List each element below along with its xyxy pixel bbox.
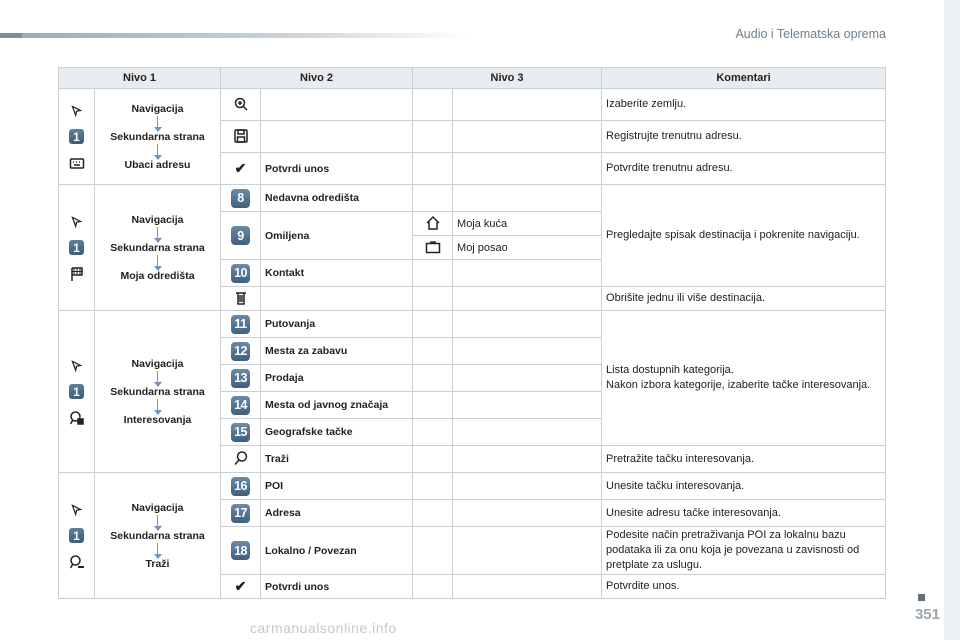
navigation-arrow-icon bbox=[68, 356, 86, 374]
comment-line: Lista dostupnih kategorija. bbox=[606, 364, 734, 376]
item-number-badge: 16 bbox=[231, 477, 250, 496]
submenu-label: Moj posao bbox=[453, 236, 602, 260]
item-number-badge: 9 bbox=[231, 226, 250, 245]
menu-label: Putovanja bbox=[261, 311, 413, 338]
level-navigation: Navigacija bbox=[131, 357, 184, 370]
menu-label: Adresa bbox=[261, 500, 413, 527]
menu-label: Kontakt bbox=[261, 260, 413, 287]
navigation-arrow-icon bbox=[68, 500, 86, 518]
button-number-badge: 1 bbox=[69, 240, 84, 255]
down-arrow-icon bbox=[157, 543, 159, 555]
item-number-badge: 12 bbox=[231, 342, 250, 361]
header-level-3: Nivo 3 bbox=[413, 68, 602, 89]
level-my-destinations: Moja odredišta bbox=[120, 269, 195, 282]
menu-label: Mesta od javnog značaja bbox=[261, 392, 413, 419]
level-points-of-interest: Interesovanja bbox=[123, 413, 192, 426]
menu-label: Traži bbox=[261, 446, 413, 473]
down-arrow-icon bbox=[157, 144, 159, 156]
button-number-badge: 1 bbox=[69, 384, 84, 399]
checkered-flag-icon bbox=[68, 265, 86, 283]
comment-cell bbox=[602, 311, 886, 446]
poi-search-icon bbox=[68, 409, 86, 427]
level-enter-address: Ubaci adresu bbox=[124, 158, 191, 171]
checkmark-icon: ✔ bbox=[234, 160, 247, 176]
menu-label: Geografske tačke bbox=[261, 419, 413, 446]
navigation-arrow-icon bbox=[68, 101, 86, 119]
item-number-badge: 15 bbox=[231, 423, 250, 442]
item-number-badge: 13 bbox=[231, 369, 250, 388]
item-number-badge: 14 bbox=[231, 396, 250, 415]
page-side-strip bbox=[944, 0, 960, 640]
menu-label: Mesta za zabavu bbox=[261, 338, 413, 365]
level-secondary-page: Sekundarna strana bbox=[110, 241, 205, 254]
table-row bbox=[59, 473, 886, 500]
menu-label: Potvrdi unos bbox=[261, 153, 413, 185]
trash-icon bbox=[232, 289, 250, 307]
comment-cell: Registrujte trenutnu adresu. bbox=[602, 121, 886, 153]
briefcase-icon bbox=[424, 238, 442, 256]
level-navigation: Navigacija bbox=[131, 102, 184, 115]
comment-line: Nakon izbora kategorije, izaberite tačke interesovanja. bbox=[606, 379, 871, 391]
comment-cell: Potvrdite unos. bbox=[602, 575, 886, 599]
table-row bbox=[59, 89, 886, 121]
navigation-arrow-icon bbox=[68, 212, 86, 230]
text-search-icon bbox=[68, 553, 86, 571]
watermark: carmanualsonline.info bbox=[250, 620, 397, 636]
comment-cell: Pregledajte spisak destinacija i pokrenite navigaciju. bbox=[602, 185, 886, 287]
menu-label: POI bbox=[261, 473, 413, 500]
menu-label: Omiljena bbox=[261, 212, 413, 260]
level-search: Traži bbox=[145, 557, 170, 570]
header-level-2: Nivo 2 bbox=[221, 68, 413, 89]
section-title: Audio i Telematska oprema bbox=[735, 27, 886, 41]
keyboard-icon bbox=[68, 154, 86, 172]
header-level-1: Nivo 1 bbox=[59, 68, 221, 89]
comment-cell: Obrišite jednu ili više destinacija. bbox=[602, 287, 886, 311]
level-secondary-page: Sekundarna strana bbox=[110, 130, 205, 143]
down-arrow-icon bbox=[157, 116, 159, 128]
menu-label: Potvrdi unos bbox=[261, 575, 413, 599]
submenu-label: Moja kuća bbox=[453, 212, 602, 236]
down-arrow-icon bbox=[157, 399, 159, 411]
level-secondary-page: Sekundarna strana bbox=[110, 385, 205, 398]
home-icon bbox=[424, 214, 442, 232]
menu-table bbox=[58, 67, 886, 599]
checkmark-icon: ✔ bbox=[234, 578, 247, 594]
comment-cell: Izaberite zemlju. bbox=[602, 89, 886, 121]
item-number-badge: 10 bbox=[231, 264, 250, 283]
button-number-badge: 1 bbox=[69, 129, 84, 144]
button-number-badge: 1 bbox=[69, 528, 84, 543]
item-number-badge: 18 bbox=[231, 541, 250, 560]
page-number: 351 bbox=[914, 606, 940, 623]
comment-cell: Podesite način pretraživanja POI za lokalnu bazu podataka ili za onu koja je povezana u zavisnosti od pretplate za uslugu. bbox=[602, 527, 886, 575]
level-navigation: Navigacija bbox=[131, 501, 184, 514]
comment-cell: Unesite tačku interesovanja. bbox=[602, 473, 886, 500]
search-icon bbox=[232, 449, 250, 467]
menu-label: Prodaja bbox=[261, 365, 413, 392]
table-row bbox=[59, 311, 886, 338]
down-arrow-icon bbox=[157, 227, 159, 239]
item-number-badge: 11 bbox=[231, 315, 250, 334]
table-header-row bbox=[59, 68, 886, 89]
comment-cell: Unesite adresu tačke interesovanja. bbox=[602, 500, 886, 527]
table-row bbox=[59, 185, 886, 212]
comment-cell: Potvrdite trenutnu adresu. bbox=[602, 153, 886, 185]
menu-label: Nedavna odredišta bbox=[261, 185, 413, 212]
down-arrow-icon bbox=[157, 371, 159, 383]
down-arrow-icon bbox=[157, 515, 159, 527]
country-search-icon bbox=[232, 95, 250, 113]
save-disk-icon bbox=[232, 127, 250, 145]
menu-label: Lokalno / Povezan bbox=[261, 527, 413, 575]
level-secondary-page: Sekundarna strana bbox=[110, 529, 205, 542]
down-arrow-icon bbox=[157, 255, 159, 267]
level-navigation: Navigacija bbox=[131, 213, 184, 226]
header-rule bbox=[0, 33, 470, 38]
comment-cell: Pretražite tačku interesovanja. bbox=[602, 446, 886, 473]
item-number-badge: 17 bbox=[231, 504, 250, 523]
header-comments: Komentari bbox=[602, 68, 886, 89]
item-number-badge: 8 bbox=[231, 189, 250, 208]
